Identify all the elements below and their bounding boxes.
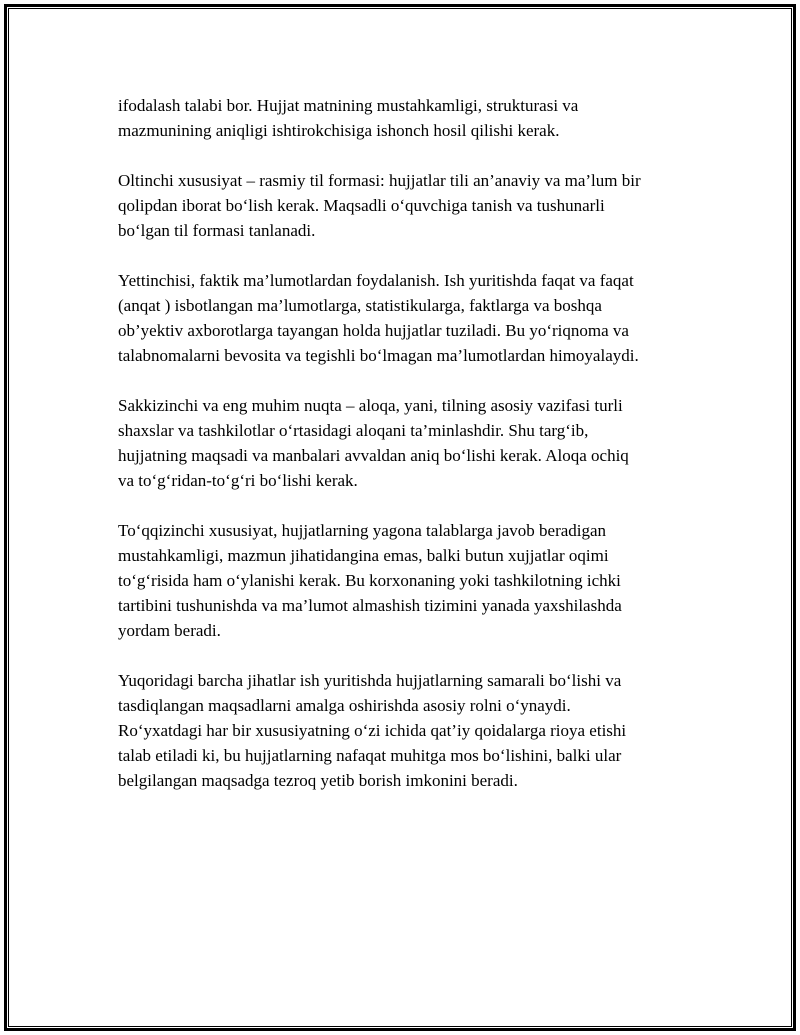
paragraph-3: Yettinchisi, faktik ma’lumotlardan foydalanish. Ish yuritishda faqat va faqat (anqat ) isbotlangan ma’lumotlarga, statistikularga, faktlarga va boshqa ob’yektiv axborotlarga tayangan holda hujjatlar tuziladi. Bu yo‘riqnoma va talabnomalarni bevosita va tegishli bo‘lmagan ma’lumotlardan himoyalaydi. [118,271,639,365]
paragraph-4: Sakkizinchi va eng muhim nuqta – aloqa, yani, tilning asosiy vazifasi turli shaxslar va tashkilotlar o‘rtasidagi aloqani ta’minlashdir. Shu targ‘ib, hujjatning maqsadi va manbalari avvaldan aniq bo‘lishi kerak. Aloqa ochiq va to‘g‘ridan-to‘g‘ri bo‘lishi kerak. [118,396,629,490]
paragraph-1: ifodalash talabi bor. Hujjat matnining mustahkamligi, strukturasi va mazmunining aniqligi ishtirokchisiga ishonch hosil qilishi kerak. [118,96,579,140]
paragraph-6: Yuqoridagi barcha jihatlar ish yuritishda hujjatlarning samarali bo‘lishi va tasdiqlangan maqsadlarni amalga oshirishda asosiy rolni o‘ynaydi. Ro‘yxatdagi har bir xususiyatning o‘zi ichida qat’iy qoidalarga rioya etishi talab etiladi ki, bu hujjatlarning nafaqat muhitga mos bo‘lishini, balki ular belgilangan maqsadga tezroq yetib borish imkonini beradi. [118,671,627,790]
paragraph-5: To‘qqizinchi xususiyat, hujjatlarning yagona talablarga javob beradigan mustahkamligi, mazmun jihatidangina emas, balki butun xujjatlar oqimi to‘g‘risida ham o‘ylanishi kerak. Bu korxonaning yoki tashkilotning ichki tartibini tushunishda va ma’lumot almashish tizimini yanada yaxshilashda yordam beradi. [118,521,622,640]
document-body [118,93,698,818]
paragraph-2: Oltinchi xususiyat – rasmiy til formasi: hujjatlar tili an’anaviy va ma’lum bir qolipdan iborat bo‘lish kerak. Maqsadli o‘quvchiga tanish va tushunarli bo‘lgan til formasi tanlanadi. [118,171,641,240]
